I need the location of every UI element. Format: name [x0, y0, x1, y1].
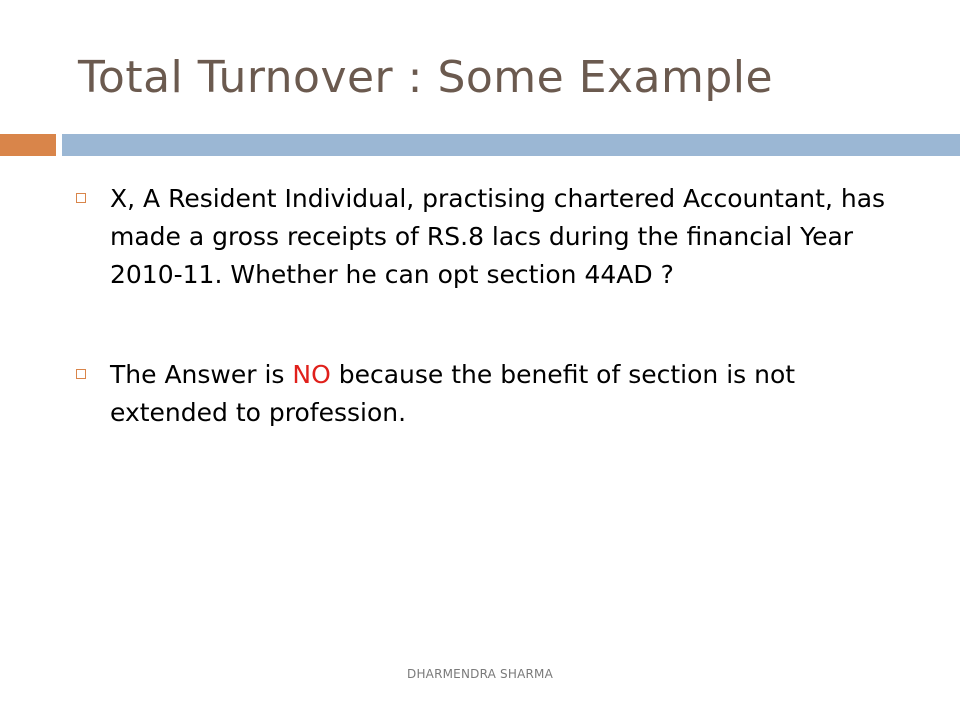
slide-title: Total Turnover : Some Example [78, 52, 774, 103]
title-divider-bar [62, 134, 960, 156]
answer-highlight: NO [292, 360, 331, 389]
bullet-answer-text-before: The Answer is [110, 360, 293, 389]
bullet-question-text: X, A Resident Individual, practising chartered Accountant, has made a gross receipts of RS.8 lacs during the financial Year 2010-11. Whether he can opt section 44AD ? [110, 184, 886, 289]
bullet-answer-text-after: because the benefit of section is not extended to profession. [110, 360, 796, 427]
bullet-question [76, 180, 896, 294]
bullet-answer [76, 356, 896, 432]
title-accent-bar [0, 134, 56, 156]
footer-author: DHARMENDRA SHARMA [407, 667, 553, 681]
square-bullet-icon [76, 193, 86, 203]
bullet-list [76, 180, 896, 432]
square-bullet-icon [76, 369, 86, 379]
